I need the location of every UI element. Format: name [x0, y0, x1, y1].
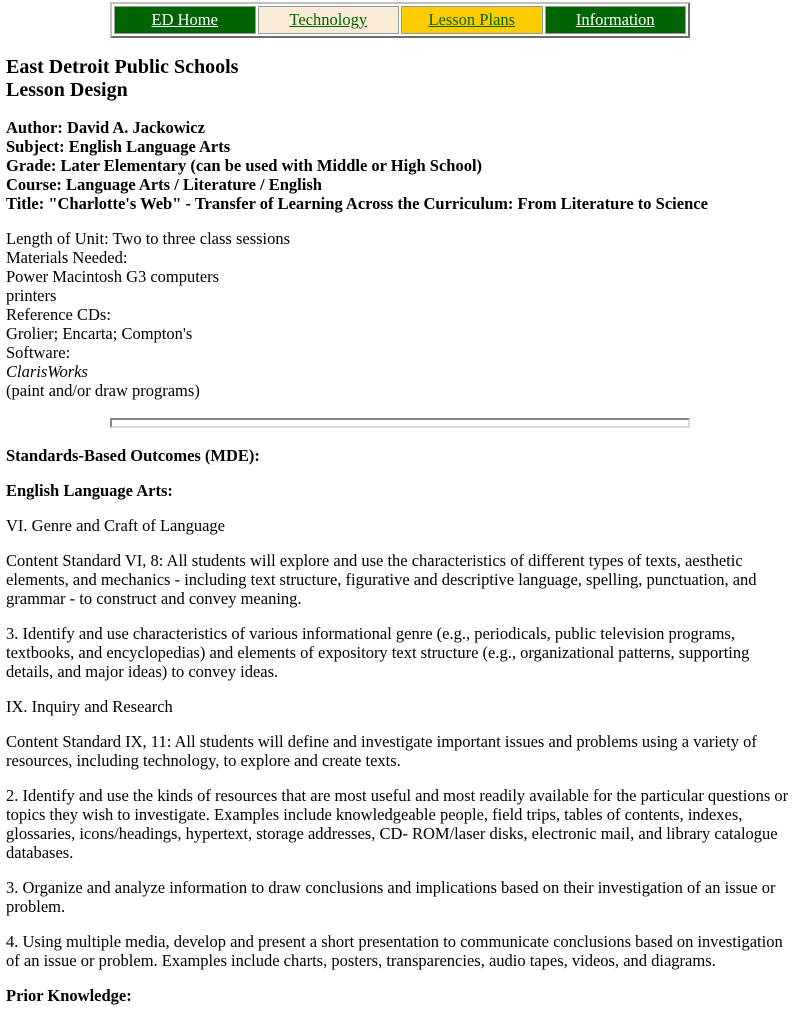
- section-vi-heading: VI. Genre and Craft of Language: [6, 516, 225, 535]
- lesson-metadata: [6, 118, 794, 213]
- navigation-bar: [0, 0, 800, 38]
- software-line: [6, 362, 794, 400]
- section-ix-standard: Content Standard IX, 11: All students will define and investigate important issues and problems using a variety of resources, including technology, to explore and create texts.: [6, 732, 757, 770]
- material-computers: Power Macintosh G3 computers: [6, 267, 220, 286]
- nav-cell-information[interactable]: [545, 6, 687, 34]
- reference-cds-list: Grolier; Encarta; Compton's: [6, 324, 193, 343]
- section-vi-item-3: 3. Identify and use characteristics of various informational genre (e.g., periodicals, public television programs, textbooks, and encyclopedias) and elements of expository text structure (e.g., organizational patterns, supporting details, and major ideas) to convey ideas.: [6, 624, 750, 681]
- materials-block: [6, 229, 794, 400]
- software-note: (paint and/or draw programs): [6, 381, 200, 400]
- software-label: Software:: [6, 343, 71, 362]
- section-ix-heading: IX. Inquiry and Research: [6, 697, 173, 716]
- reference-cds-label: Reference CDs:: [6, 305, 111, 324]
- meta-grade: Grade: Later Elementary (can be used with Middle or High School): [6, 156, 483, 175]
- materials-label: Materials Needed:: [6, 248, 128, 267]
- section-ix-item-3: 3. Organize and analyze information to draw conclusions and implications based on their investigation of an issue or problem.: [6, 878, 776, 916]
- nav-cell-lesson-plans[interactable]: [401, 6, 543, 34]
- section-ix-item-4: 4. Using multiple media, develop and present a short presentation to communicate conclusions based on investigation of an issue or problem. Examples include charts, posters, transparencies, audio tapes, videos, and diagrams.: [6, 932, 783, 970]
- page-title-line1: East Detroit Public Schools: [6, 56, 239, 78]
- software-name: ClarisWorks: [6, 362, 88, 381]
- unit-length: Length of Unit: Two to three class sessions: [6, 229, 291, 248]
- nav-row: [114, 6, 686, 34]
- page-title-line2: Lesson Design: [6, 79, 128, 101]
- nav-link-information[interactable]: Information: [575, 10, 655, 29]
- section-ix-item-2: 2. Identify and use the kinds of resources that are most useful and most readily available for the particular questions or topics they wish to investigate. Examples include knowledgeable people, field trips, tables of contents, indexes, glossaries, icons/headings, hypertext, storage addresses, CD- ROM/laser disks, electronic mail, and library catalogue databases.: [6, 786, 789, 862]
- nav-link-ed-home[interactable]: ED Home: [151, 10, 218, 29]
- meta-subject: Subject: English Language Arts: [6, 137, 231, 156]
- subject-heading: English Language Arts:: [6, 481, 173, 500]
- meta-title: Title: "Charlotte's Web" - Transfer of Learning Across the Curriculum: From Literature to Science: [6, 194, 708, 213]
- nav-cell-ed-home[interactable]: [114, 6, 256, 34]
- nav-table: [110, 2, 690, 38]
- document-content: [0, 56, 800, 1005]
- material-printers: printers: [6, 286, 57, 305]
- standards-heading: Standards-Based Outcomes (MDE):: [6, 446, 260, 465]
- nav-cell-technology[interactable]: [258, 6, 400, 34]
- prior-knowledge-heading: Prior Knowledge:: [6, 986, 132, 1005]
- horizontal-divider: [110, 418, 690, 428]
- meta-course: Course: Language Arts / Literature / English: [6, 175, 322, 194]
- nav-link-technology[interactable]: Technology: [289, 10, 368, 29]
- meta-author: Author: David A. Jackowicz: [6, 118, 205, 137]
- nav-link-lesson-plans[interactable]: Lesson Plans: [428, 10, 516, 29]
- page-title: [6, 56, 794, 102]
- section-vi-standard: Content Standard VI, 8: All students will explore and use the characteristics of different types of texts, aesthetic elements, and mechanics - including text structure, figurative and descriptive language, spelling, punctuation, and grammar - to construct and convey meaning.: [6, 551, 757, 608]
